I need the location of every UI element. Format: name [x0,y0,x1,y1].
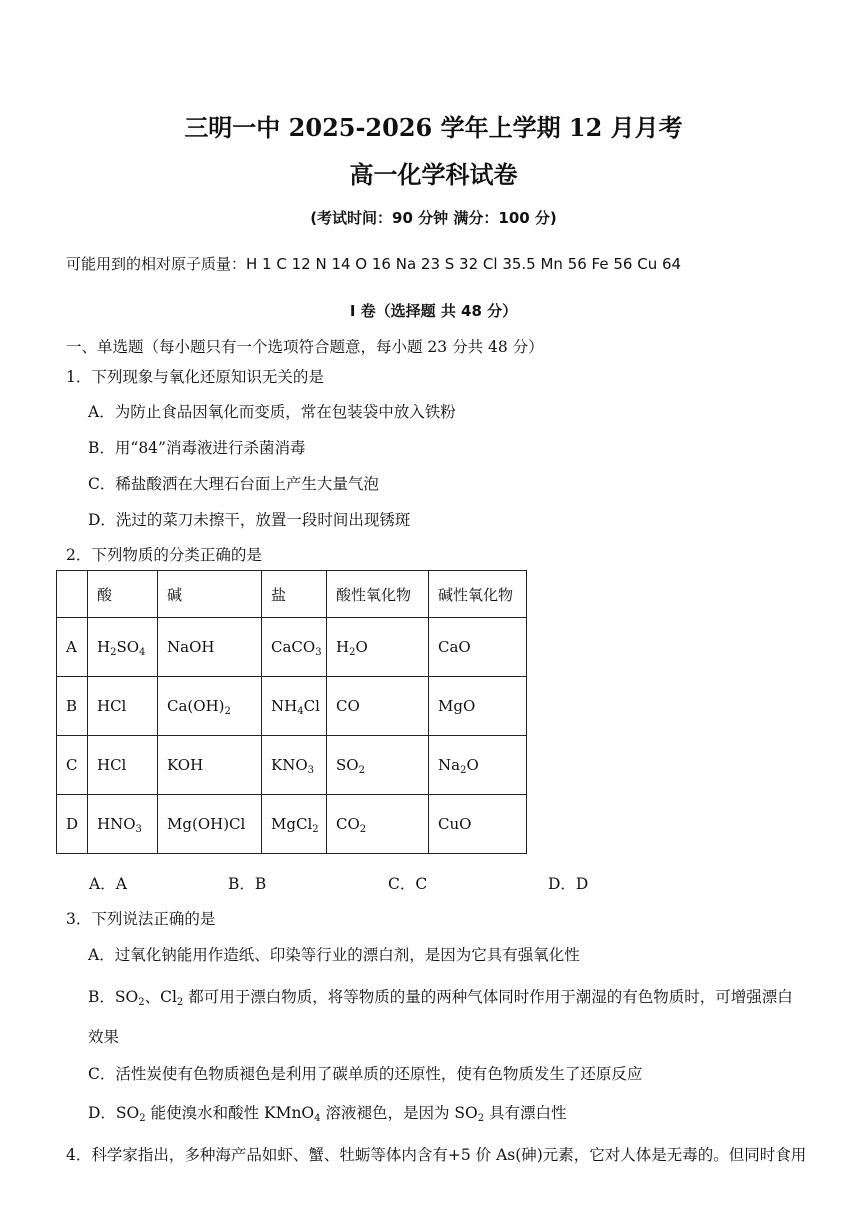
q1-option-d: D．洗过的菜刀未擦干，放置一段时间出现锈斑 [88,511,411,529]
classification-table [56,570,527,854]
acid-cell: HCl [88,677,158,736]
table-header-cell [57,571,88,618]
q2-answer-c: C．C [388,875,428,893]
table-header-cell: 酸性氧化物 [327,571,429,618]
acidic-oxide-cell: CO [327,677,429,736]
question-2-stem: 2．下列物质的分类正确的是 [66,546,262,564]
exam-info: (考试时间：90 分钟 满分：100 分) [310,209,557,227]
table-header-cell: 盐 [262,571,327,618]
question-1-stem: 1．下列现象与氧化还原知识无关的是 [66,368,324,386]
section-title: I 卷（选择题 共 48 分） [349,302,518,320]
part-one-heading: 一、单选题（每小题只有一个选项符合题意，每小题 23 分共 48 分） [66,338,544,356]
row-label: A [57,618,88,677]
acidic-oxide-cell: $CO_2$ [327,795,429,854]
table-row [57,618,527,677]
q1-option-b: B．用“84”消毒液进行杀菌消毒 [88,439,306,457]
acidic-oxide-cell: $H_2O$ [327,618,429,677]
q2-answer-b: B．B [228,875,267,893]
q3-option-d: D．$SO_2$ 能使溴水和酸性 KMnO$_4$ 溶液褪色，是因为 $SO_2$ 具有漂白性 [88,1104,567,1124]
salt-cell: $NH_4Cl$ [262,677,327,736]
salt-cell: CaCO$_3$ [262,618,327,677]
acid-cell: $HNO_3$ [88,795,158,854]
q3-option-b: B．$SO_2$、$Cl_2$ 都可用于漂白物质，将等物质的量的两种气体同时作用于潮湿的有色物质时，可增强漂白 [88,988,793,1008]
exam-title: 三明一中 2025-2026 学年上学期 12 月月考 [184,113,683,142]
q3-option-c: C．活性炭使有色物质褪色是利用了碳单质的还原性，使有色物质发生了还原反应 [88,1065,643,1083]
acid-cell: $H_2SO_4$ [88,618,158,677]
q1-option-a: A．为防止食品因氧化而变质，常在包装袋中放入铁粉 [88,403,456,421]
q3-option-a: A．过氧化钠能用作造纸、印染等行业的漂白剂，是因为它具有强氧化性 [88,946,580,964]
q3-option-b-continued: 效果 [88,1028,120,1046]
salt-cell: $KNO_3$ [262,736,327,795]
atomic-masses: 可能用到的相对原子质量：H 1 C 12 N 14 O 16 Na 23 S 32 Cl 35.5 Mn 56 Fe 56 Cu 64 [66,255,682,273]
q2-answer-d: D．D [548,875,589,893]
basic-oxide-cell: MgO [429,677,527,736]
exam-subtitle: 高一化学科试卷 [349,160,518,189]
basic-oxide-cell: CaO [429,618,527,677]
table-header-row [57,571,527,618]
acid-cell: HCl [88,736,158,795]
base-cell: $Ca(OH)_2$ [158,677,262,736]
table-header-cell: 酸 [88,571,158,618]
table-row [57,677,527,736]
table-header-cell: 碱 [158,571,262,618]
q2-answer-a: A．A [89,875,127,893]
row-label: C [57,736,88,795]
base-cell: NaOH [158,618,262,677]
table-header-cell: 碱性氧化物 [429,571,527,618]
row-label: D [57,795,88,854]
q1-option-c: C．稀盐酸洒在大理石台面上产生大量气泡 [88,475,379,493]
table-row [57,795,527,854]
question-4-stem: 4．科学家指出，多种海产品如虾、蟹、牡蛎等体内含有+5 价 As(砷)元素，它对人体是无毒的。但同时食用 [66,1146,807,1164]
salt-cell: MgCl$_2$ [262,795,327,854]
basic-oxide-cell: $Na_2O$ [429,736,527,795]
basic-oxide-cell: CuO [429,795,527,854]
question-3-stem: 3．下列说法正确的是 [66,910,216,928]
base-cell: KOH [158,736,262,795]
row-label: B [57,677,88,736]
acidic-oxide-cell: $SO_2$ [327,736,429,795]
base-cell: Mg(OH)Cl [158,795,262,854]
table-row [57,736,527,795]
